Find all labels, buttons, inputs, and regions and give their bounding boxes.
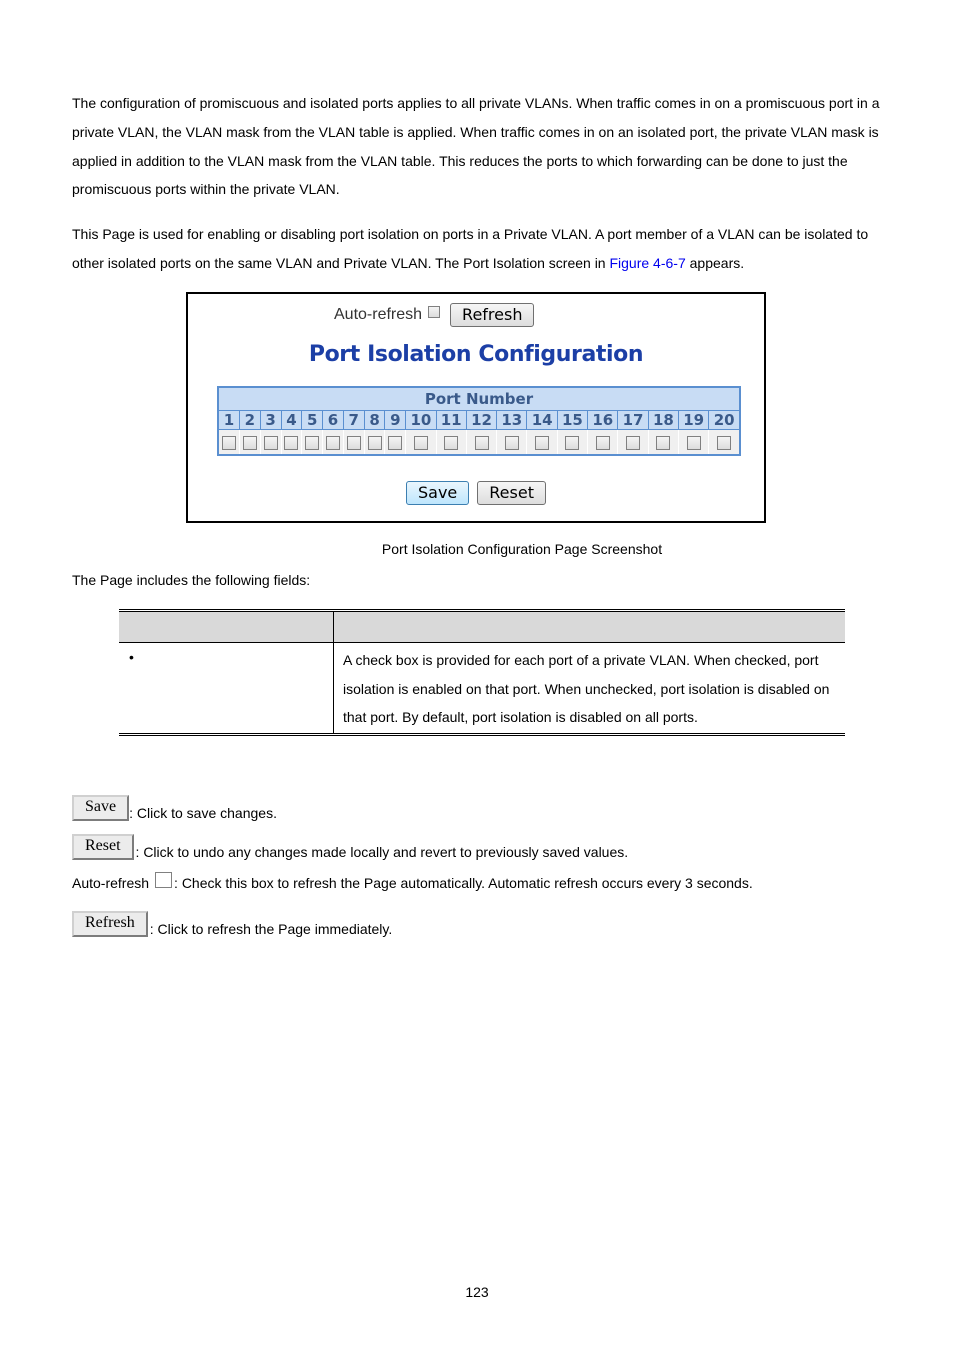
port-checkbox-cell — [218, 430, 239, 456]
port-checkbox-cell — [343, 430, 364, 456]
refresh-button[interactable]: Refresh — [450, 303, 534, 327]
save-button[interactable]: Save — [406, 481, 469, 505]
port-isolation-checkbox[interactable] — [656, 436, 670, 450]
paragraph-text-end: appears. — [685, 254, 745, 271]
page-title: Port Isolation Configuration — [308, 342, 644, 367]
port-number-table — [217, 386, 741, 456]
figure-link[interactable]: Figure 4-6-7 — [609, 254, 686, 271]
port-number-cell: 1 — [218, 411, 239, 430]
save-help-text: : Click to save changes. — [129, 805, 277, 821]
auto-refresh-help-line — [72, 872, 753, 891]
reset-button[interactable]: Reset — [477, 481, 546, 505]
port-number-cell: 9 — [385, 411, 406, 430]
port-isolation-checkbox[interactable] — [305, 436, 319, 450]
port-number-cell: 16 — [588, 411, 618, 430]
port-number-cell: 2 — [239, 411, 260, 430]
port-checkbox-cell — [557, 430, 587, 456]
port-checkbox-cell — [588, 430, 618, 456]
port-number-cell: 3 — [260, 411, 281, 430]
port-checkbox-cell — [527, 430, 557, 456]
port-isolation-checkbox[interactable] — [444, 436, 458, 450]
port-checkbox-cell — [497, 430, 527, 456]
intro-paragraph: The configuration of promiscuous and isolated ports applies to all private VLANs. When traffic comes in on a promiscuous port in a private VLAN, the VLAN mask from the VLAN table is applied. When traffic comes in on an isolated port, the private VLAN mask is applied in addition to the VLAN mask from the VLAN table. This reduces the ports to which forwarding can be done to just the promiscuous ports within the private VLAN. — [72, 95, 880, 198]
reset-help-text: : Click to undo any changes made locally and revert to previously saved values. — [135, 844, 629, 860]
fields-intro: The Page includes the following fields: — [72, 572, 311, 588]
port-checkbox-cell — [466, 430, 496, 456]
port-checkbox-cell — [679, 430, 709, 456]
port-number-cell: 13 — [497, 411, 527, 430]
port-checkbox-cell — [385, 430, 406, 456]
port-isolation-checkbox[interactable] — [535, 436, 549, 450]
port-number-header: Port Number — [218, 387, 740, 411]
port-number-cell: 14 — [527, 411, 557, 430]
reset-button-example[interactable]: Reset — [72, 834, 134, 860]
object-header — [119, 611, 334, 643]
object-cell — [119, 643, 334, 735]
port-isolation-checkbox[interactable] — [243, 436, 257, 450]
port-number-row — [218, 411, 740, 430]
description-header — [334, 611, 846, 643]
port-isolation-checkbox[interactable] — [347, 436, 361, 450]
port-isolation-checkbox[interactable] — [596, 436, 610, 450]
auto-refresh-checkbox-example[interactable] — [155, 872, 172, 888]
port-isolation-checkbox[interactable] — [368, 436, 382, 450]
port-number-cell: 11 — [436, 411, 466, 430]
port-number-cell: 19 — [679, 411, 709, 430]
port-isolation-checkbox[interactable] — [475, 436, 489, 450]
port-isolation-checkbox[interactable] — [414, 436, 428, 450]
port-number-cell: 17 — [618, 411, 648, 430]
port-checkbox-cell — [302, 430, 323, 456]
refresh-button-example[interactable]: Refresh — [72, 911, 148, 937]
figure-caption: Port Isolation Configuration Page Screenshot — [381, 541, 663, 557]
port-isolation-checkbox[interactable] — [565, 436, 579, 450]
port-checkbox-cell — [709, 430, 740, 456]
refresh-help-text: : Click to refresh the Page immediately. — [149, 921, 393, 937]
auto-refresh-label: Auto-refresh — [334, 306, 423, 323]
port-isolation-screenshot — [186, 292, 766, 523]
form-buttons — [188, 481, 764, 505]
port-number-cell: 4 — [281, 411, 302, 430]
auto-refresh-checkbox[interactable] — [428, 306, 440, 318]
save-button-example[interactable]: Save — [72, 795, 129, 821]
fields-table — [119, 609, 845, 736]
port-isolation-checkbox[interactable] — [326, 436, 340, 450]
port-isolation-checkbox[interactable] — [626, 436, 640, 450]
port-number-cell: 18 — [648, 411, 678, 430]
port-checkbox-row — [218, 430, 740, 456]
port-isolation-checkbox[interactable] — [717, 436, 731, 450]
port-checkbox-cell — [364, 430, 385, 456]
paragraph-text: This Page is used for enabling or disabling port isolation on ports in a Private VLAN. A port member of a VLAN can be isolated to other isolated ports on the same VLAN and Private VLAN. The Port Isolation screen in — [72, 226, 869, 271]
port-isolation-checkbox[interactable] — [687, 436, 701, 450]
port-checkbox-cell — [648, 430, 678, 456]
port-checkbox-cell — [239, 430, 260, 456]
port-checkbox-cell — [406, 430, 436, 456]
port-number-cell: 10 — [406, 411, 436, 430]
table-row — [119, 643, 845, 735]
description-paragraph — [72, 220, 887, 278]
bullet: • — [129, 649, 134, 665]
auto-refresh-help-label: Auto-refresh — [72, 875, 150, 891]
auto-refresh-help-text: : Check this box to refresh the Page automatically. Automatic refresh occurs every 3 seconds. — [174, 875, 753, 891]
refresh-help-line — [72, 911, 392, 937]
description-cell: A check box is provided for each port of a private VLAN. When checked, port isolation is enabled on that port. When unchecked, port isolation is disabled on that port. By default, port isolation is disabled on all ports. — [334, 643, 846, 735]
port-isolation-checkbox[interactable] — [505, 436, 519, 450]
port-checkbox-cell — [260, 430, 281, 456]
port-number-cell: 5 — [302, 411, 323, 430]
port-number-cell: 8 — [364, 411, 385, 430]
port-number-cell: 20 — [709, 411, 740, 430]
port-isolation-checkbox[interactable] — [284, 436, 298, 450]
auto-refresh-row — [334, 302, 534, 328]
reset-help-line — [72, 834, 628, 860]
port-isolation-checkbox[interactable] — [388, 436, 402, 450]
port-checkbox-cell — [618, 430, 648, 456]
port-checkbox-cell — [323, 430, 344, 456]
port-number-cell: 6 — [323, 411, 344, 430]
port-isolation-checkbox[interactable] — [222, 436, 236, 450]
port-checkbox-cell — [281, 430, 302, 456]
port-number-cell: 7 — [343, 411, 364, 430]
save-help-line — [72, 795, 277, 821]
port-number-cell: 12 — [466, 411, 496, 430]
port-isolation-checkbox[interactable] — [264, 436, 278, 450]
port-checkbox-cell — [436, 430, 466, 456]
page-number: 123 — [465, 1284, 489, 1300]
port-number-cell: 15 — [557, 411, 587, 430]
